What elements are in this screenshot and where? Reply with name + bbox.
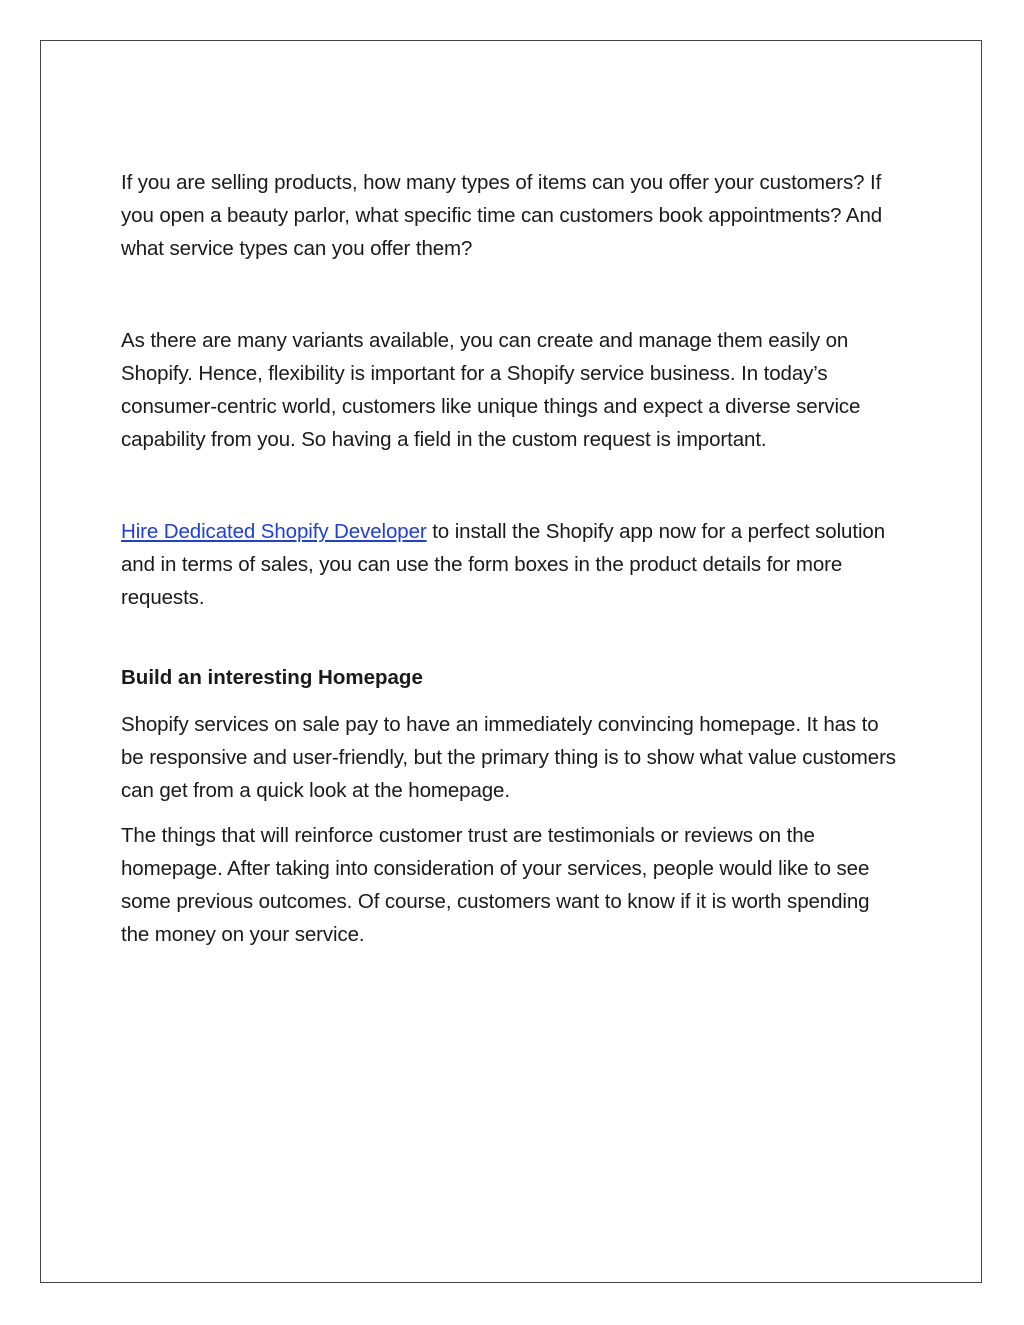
- paragraph-selling-products: If you are selling products, how many types of items can you offer your customers? If you open a beauty parlor, what specific time can customers book appointments? And what service types can you offer them?: [121, 171, 883, 260]
- paragraph-hire-developer-text: to install the Shopify app now for a perfect solution and in terms of sales, you can use the form boxes in the product details for more requests.: [121, 520, 886, 609]
- paragraph-variants: As there are many variants available, you can create and manage them easily on Shopify. Hence, flexibility is important for a Shopify service business. In today’s consumer-centric world, customers like unique things and expect a diverse service capability from you. So having a field in the custom request is important.: [121, 329, 861, 451]
- section-heading: Build an interesting Homepage: [121, 666, 423, 689]
- paragraph-trust: The things that will reinforce customer trust are testimonials or reviews on the homepage. After taking into consideration of your services, people would like to see some previous outcomes. Of course, customers want to know if it is worth spending the money on your service.: [121, 824, 870, 946]
- paragraph-homepage: Shopify services on sale pay to have an immediately convincing homepage. It has to be responsive and user-friendly, but the primary thing is to show what value customers can get from a quick look at the homepage.: [121, 713, 896, 802]
- hire-developer-link[interactable]: Hire Dedicated Shopify Developer: [121, 520, 427, 543]
- paragraph-hire-developer: [121, 515, 901, 614]
- document-body: [121, 166, 901, 951]
